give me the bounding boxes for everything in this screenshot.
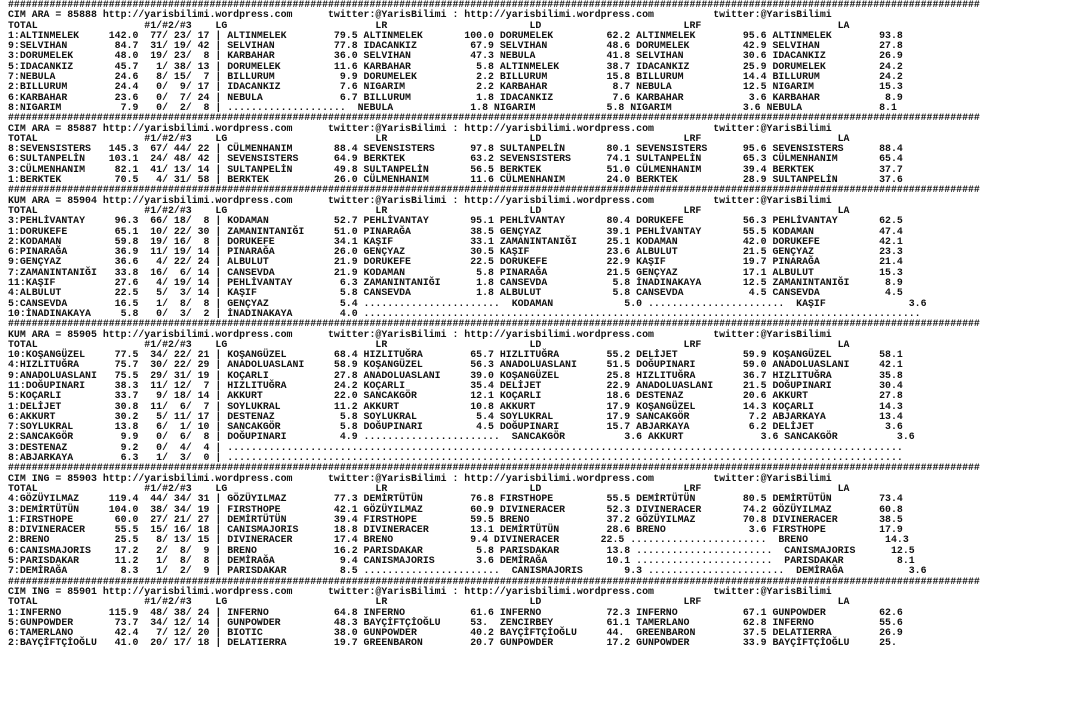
- report-line: 5:CANSEVDA 16.5 1/ 8/ 8 | GENÇYAZ 5.4 ....................... KODAMAN 5.0 ....................... KAŞIF 3.6: [8, 297, 927, 309]
- report-line: 9:SELVIHAN 84.7 31/ 19/ 42 | SELVIHAN 77.8 IDACANKIZ 67.9 SELVIHAN 48.6 DORUMELEK 42.9 SELVIHAN 27.8: [8, 40, 903, 52]
- report-line: TOTAL #1/#2/#3 LG LR LD LRF LA: [8, 204, 850, 216]
- report-line: 5:PARISDAKAR 11.2 1/ 8/ 8 | DEMİRAĞA 9.4 CANISMAJORIS 3.6 DEMİRAĞA 10.1 ....................... PARISDAKAR 8.1: [8, 555, 915, 567]
- report-line: 8:SEVENSISTERS 145.3 67/ 44/ 22 | CÜLMENHANIM 88.4 SEVENSISTERS 97.8 SULTANPELİN 80.1 SEVENSISTERS 95.6 SEVENSISTERS 88.4: [8, 143, 903, 155]
- report-line: ####################################################################################################################################################################: [8, 318, 980, 330]
- report-line: 2:BAYÇİFTÇİOĞLU 41.0 20/ 17/ 18 | DELATIERRA 19.7 GREENBARON 20.7 GUNPOWDER 17.2 GUNPOWDER 33.9 BAYÇİFTÇİOĞLU 25.: [8, 637, 897, 649]
- report-line: KUM ARA = 85904 http://yarisbilimi.wordpress.com twitter:@YarisBilimi : http://yarisbilimi.wordpress.com twitter:@YarisBilimi: [8, 194, 832, 206]
- report-line: KUM ARA = 85905 http://yarisbilimi.wordpress.com twitter:@YarisBilimi : http://yarisbilimi.wordpress.com twitter:@YarisBilimi: [8, 328, 832, 340]
- report-line: 1:DORUKEFE 65.1 10/ 22/ 30 | ZAMANINTANIĞI 51.0 PINARAĞA 38.5 GENÇYAZ 39.1 PEHLİVANTAY 55.5 KODAMAN 47.4: [8, 225, 903, 237]
- report-line: ####################################################################################################################################################################: [8, 575, 980, 587]
- report-line: 2:KODAMAN 59.8 19/ 16/ 8 | DORUKEFE 34.1 KAŞIF 33.1 ZAMANINTANIĞI 25.1 KODAMAN 42.0 DORUKEFE 42.1: [8, 235, 903, 247]
- report-line: 2:BRENO 25.5 8/ 13/ 15 | DIVINERACER 17.4 BRENO 9.4 DIVINERACER 22.5 ....................... BRENO 14.3: [8, 534, 909, 546]
- report-line: 8:DIVINERACER 55.5 15/ 16/ 18 | CANISMAJORIS 18.8 DIVINERACER 13.1 DEMİRTÜTÜN 28.6 BRENO 3.6 FIRSTHOPE 17.9: [8, 524, 903, 536]
- report-line: 8:ABJARKAYA 6.3 1/ 3/ 0 | ..................................................................................................................: [8, 452, 903, 464]
- report-line: 11:KAŞIF 27.6 4/ 19/ 14 | PEHLİVANTAY 6.3 ZAMANINTANIĞI 1.8 CANSEVDA 5.8 İNADINAKAYA 12.5 ZAMANINTANIĞI 8.9: [8, 277, 903, 289]
- report-line: 5:IDACANKIZ 45.7 1/ 38/ 13 | DORUMELEK 11.6 KARBAHAR 5.8 ALTINMELEK 38.7 IDACANKIZ 25.9 DORUMELEK 24.2: [8, 60, 903, 72]
- report-line: 3:DORUMELEK 48.0 19/ 23/ 8 | KARBAHAR 36.0 SELVIHAN 47.3 NEBULA 41.8 SELVIHAN 30.6 IDACANKIZ 26.9: [8, 50, 903, 62]
- report-line: 3:DESTENAZ 9.2 0/ 4/ 4 | ..................................................................................................................: [8, 441, 903, 453]
- report-line: TOTAL #1/#2/#3 LG LR LD LRF LA: [8, 482, 850, 494]
- report-line: ####################################################################################################################################################################: [8, 184, 980, 196]
- report-line: 7:DEMİRAĞA 8.3 1/ 2/ 9 | PARISDAKAR 8.5 ....................... CANISMAJORIS 9.3 ....................... DEMİRAĞA 3.6: [8, 565, 927, 577]
- report-line: 5:KOÇARLI 33.7 9/ 18/ 14 | AKKURT 22.0 SANCAKGÖR 12.1 KOÇARLI 18.6 DESTENAZ 20.6 AKKURT 27.8: [8, 390, 903, 402]
- report-line: CIM ARA = 85888 http://yarisbilimi.wordpress.com twitter:@YarisBilimi : http://yarisbilimi.wordpress.com twitter:@YarisBilimi: [8, 9, 832, 21]
- report-line: 4:HIZLITUĞRA 75.7 30/ 22/ 29 | ANADOLUASLANI 58.9 KOŞANGÜZEL 56.3 ANADOLUASLANI 51.5 DOĞUPINARI 59.0 ANADOLUASLANI 42.1: [8, 359, 903, 371]
- report-line: 10:KOŞANGÜZEL 77.5 34/ 22/ 21 | KOŞANGÜZEL 68.4 HIZLITUĞRA 65.7 HIZLITUĞRA 55.2 DELİJET 59.9 KOŞANGÜZEL 58.1: [8, 349, 903, 361]
- report-line: 3:PEHLİVANTAY 96.3 66/ 18/ 8 | KODAMAN 52.7 PEHLİVANTAY 95.1 PEHLİVANTAY 80.4 DORUKEFE 56.3 PEHLİVANTAY 62.5: [8, 215, 903, 227]
- report-line: CIM ING = 85901 http://yarisbilimi.wordpress.com twitter:@YarisBilimi : http://yarisbilimi.wordpress.com twitter:@YarisBilimi: [8, 585, 832, 597]
- report-line: TOTAL #1/#2/#3 LG LR LD LRF LA: [8, 19, 850, 31]
- report-line: 6:TAMERLANO 42.4 7/ 12/ 20 | BIOTIC 38.0 GUNPOWDER 40.2 BAYÇİFTÇİOĞLU 44. GREENBARON 37.5 DELATIERRA 26.9: [8, 627, 903, 639]
- report-line: CIM ARA = 85887 http://yarisbilimi.wordpress.com twitter:@YarisBilimi : http://yarisbilimi.wordpress.com twitter:@YarisBilimi: [8, 122, 832, 134]
- report-line: 10:İNADINAKAYA 5.8 0/ 3/ 2 | İNADINAKAYA 4.0 ..............................................................................................: [8, 307, 921, 319]
- report-line: TOTAL #1/#2/#3 LG LR LD LRF LA: [8, 132, 850, 144]
- report-line: 2:BILLURUM 24.4 0/ 9/ 17 | IDACANKIZ 7.6 NIGARIM 2.2 KARBAHAR 8.7 NEBULA 12.5 NIGARIM 15.3: [8, 81, 903, 93]
- report-line: 5:GUNPOWDER 73.7 34/ 12/ 14 | GUNPOWDER 48.3 BAYÇİFTÇİOĞLU 53. ZENCIRBEY 61.1 TAMERLANO 62.8 INFERNO 55.6: [8, 616, 903, 628]
- report-line: 3:DEMİRTÜTÜN 104.0 38/ 34/ 19 | FIRSTHOPE 42.1 GÖZÜYILMAZ 60.9 DIVINERACER 52.3 DIVINERACER 74.2 GÖZÜYILMAZ 60.8: [8, 503, 903, 515]
- report-line: 6:SULTANPELİN 103.1 24/ 48/ 42 | SEVENSISTERS 64.9 BERKTEK 63.2 SEVENSISTERS 74.1 SULTANPELİN 65.3 CÜLMENHANIM 65.4: [8, 153, 903, 165]
- report-line: 9:ANADOLUASLANI 75.5 29/ 31/ 19 | KOÇARLI 27.8 ANADOLUASLANI 39.0 KOŞANGÜZEL 25.8 HIZLITUĞRA 36.7 HIZLITUĞRA 35.8: [8, 369, 903, 381]
- report-line: CIM ING = 85903 http://yarisbilimi.wordpress.com twitter:@YarisBilimi : http://yarisbilimi.wordpress.com twitter:@YarisBilimi: [8, 472, 832, 484]
- report-line: 9:GENÇYAZ 36.6 4/ 22/ 24 | ALBULUT 21.9 DORUKEFE 22.5 DORUKEFE 22.9 KAŞIF 19.7 PINARAĞA 21.4: [8, 256, 903, 268]
- report-line: 1:FIRSTHOPE 60.0 27/ 21/ 27 | DEMİRTÜTÜN 39.4 FIRSTHOPE 59.5 BRENO 37.2 GÖZÜYILMAZ 70.8 DIVINERACER 38.5: [8, 513, 903, 525]
- report-line: 2:SANCAKGÖR 9.9 0/ 6/ 8 | DOĞUPINARI 4.9 ....................... SANCAKGÖR 3.6 AKKURT 3.6 SANCAKGÖR 3.6: [8, 431, 915, 443]
- report-line: 7:NEBULA 24.6 8/ 15/ 7 | BILLURUM 9.9 DORUMELEK 2.2 BILLURUM 15.8 BILLURUM 14.4 BILLURUM 24.2: [8, 71, 903, 83]
- report-line: 11:DOĞUPINARI 38.3 11/ 12/ 7 | HIZLITUĞRA 24.2 KOÇARLI 35.4 DELİJET 22.9 ANADOLUASLANI 21.5 DOĞUPINARI 30.4: [8, 379, 903, 391]
- report-line: ####################################################################################################################################################################: [8, 462, 980, 474]
- report-line: 6:CANISMAJORIS 17.2 2/ 8/ 9 | BRENO 16.2 PARISDAKAR 5.8 PARISDAKAR 13.8 ....................... CANISMAJORIS 12.5: [8, 544, 915, 556]
- report-line: ####################################################################################################################################################################: [8, 0, 980, 10]
- report-line: 1:BERKTEK 70.5 4/ 31/ 58 | BERKTEK 26.0 CÜLMENHANIM 11.6 CÜLMENHANIM 24.0 BERKTEK 28.9 SULTANPELİN 37.6: [8, 174, 903, 186]
- report-line: 7:ZAMANINTANIĞI 33.8 16/ 6/ 14 | CANSEVDA 21.9 KODAMAN 5.8 PINARAĞA 21.5 GENÇYAZ 17.1 ALBULUT 15.3: [8, 266, 903, 278]
- report-line: 8:NIGARIM 7.9 0/ 2/ 8 | .................... NEBULA 1.8 NIGARIM 5.8 NIGARIM 3.6 NEBULA 8.1: [8, 101, 897, 113]
- report-line: 4:GÖZÜYILMAZ 119.4 44/ 34/ 31 | GÖZÜYILMAZ 77.3 DEMİRTÜTÜN 76.8 FIRSTHOPE 55.5 DEMİRTÜTÜN 80.5 DEMİRTÜTÜN 73.4: [8, 493, 903, 505]
- report-line: 4:ALBULUT 22.5 5/ 3/ 14 | KAŞIF 5.8 CANSEVDA 1.8 ALBULUT 5.8 CANSEVDA 4.5 CANSEVDA 4.5: [8, 287, 903, 299]
- report-line: ####################################################################################################################################################################: [8, 112, 980, 124]
- report-line: 3:CÜLMENHANIM 82.1 41/ 13/ 14 | SULTANPELİN 49.8 SULTANPELİN 56.5 BERKTEK 51.0 CÜLMENHANIM 39.4 BERKTEK 37.7: [8, 163, 903, 175]
- report-line: TOTAL #1/#2/#3 LG LR LD LRF LA: [8, 596, 850, 608]
- report-line: TOTAL #1/#2/#3 LG LR LD LRF LA: [8, 338, 850, 350]
- report-line: 6:PINARAĞA 36.9 11/ 19/ 14 | PINARAĞA 26.0 GENÇYAZ 30.5 KAŞIF 23.6 ALBULUT 21.5 GENÇYAZ 23.3: [8, 246, 903, 258]
- report-line: 1:DELİJET 30.8 11/ 6/ 7 | SOYLUKRAL 11.2 AKKURT 10.8 AKKURT 17.9 KOŞANGÜZEL 14.3 KOÇARLI 14.3: [8, 400, 903, 412]
- report-line: 1:ALTINMELEK 142.0 77/ 23/ 17 | ALTINMELEK 79.5 ALTINMELEK 100.0 DORUMELEK 62.2 ALTINMELEK 95.6 ALTINMELEK 93.8: [8, 29, 903, 41]
- report-line: 7:SOYLUKRAL 13.8 6/ 1/ 10 | SANCAKGÖR 5.8 DOĞUPINARI 4.5 DOĞUPINARI 15.7 ABJARKAYA 6.2 DELİJET 3.6: [8, 421, 903, 433]
- report-line: 1:INFERNO 115.9 48/ 38/ 24 | INFERNO 64.8 INFERNO 61.6 INFERNO 72.3 INFERNO 67.1 GUNPOWDER 62.6: [8, 606, 903, 618]
- report-line: 6:KARBAHAR 23.6 0/ 7/ 24 | NEBULA 6.7 BILLURUM 1.8 IDACANKIZ 7.6 KARBAHAR 3.6 KARBAHAR 8.9: [8, 91, 903, 103]
- report-line: 6:AKKURT 30.2 5/ 11/ 17 | DESTENAZ 5.8 SOYLUKRAL 5.4 SOYLUKRAL 17.9 SANCAKGÖR 7.2 ABJARKAYA 13.4: [8, 410, 903, 422]
